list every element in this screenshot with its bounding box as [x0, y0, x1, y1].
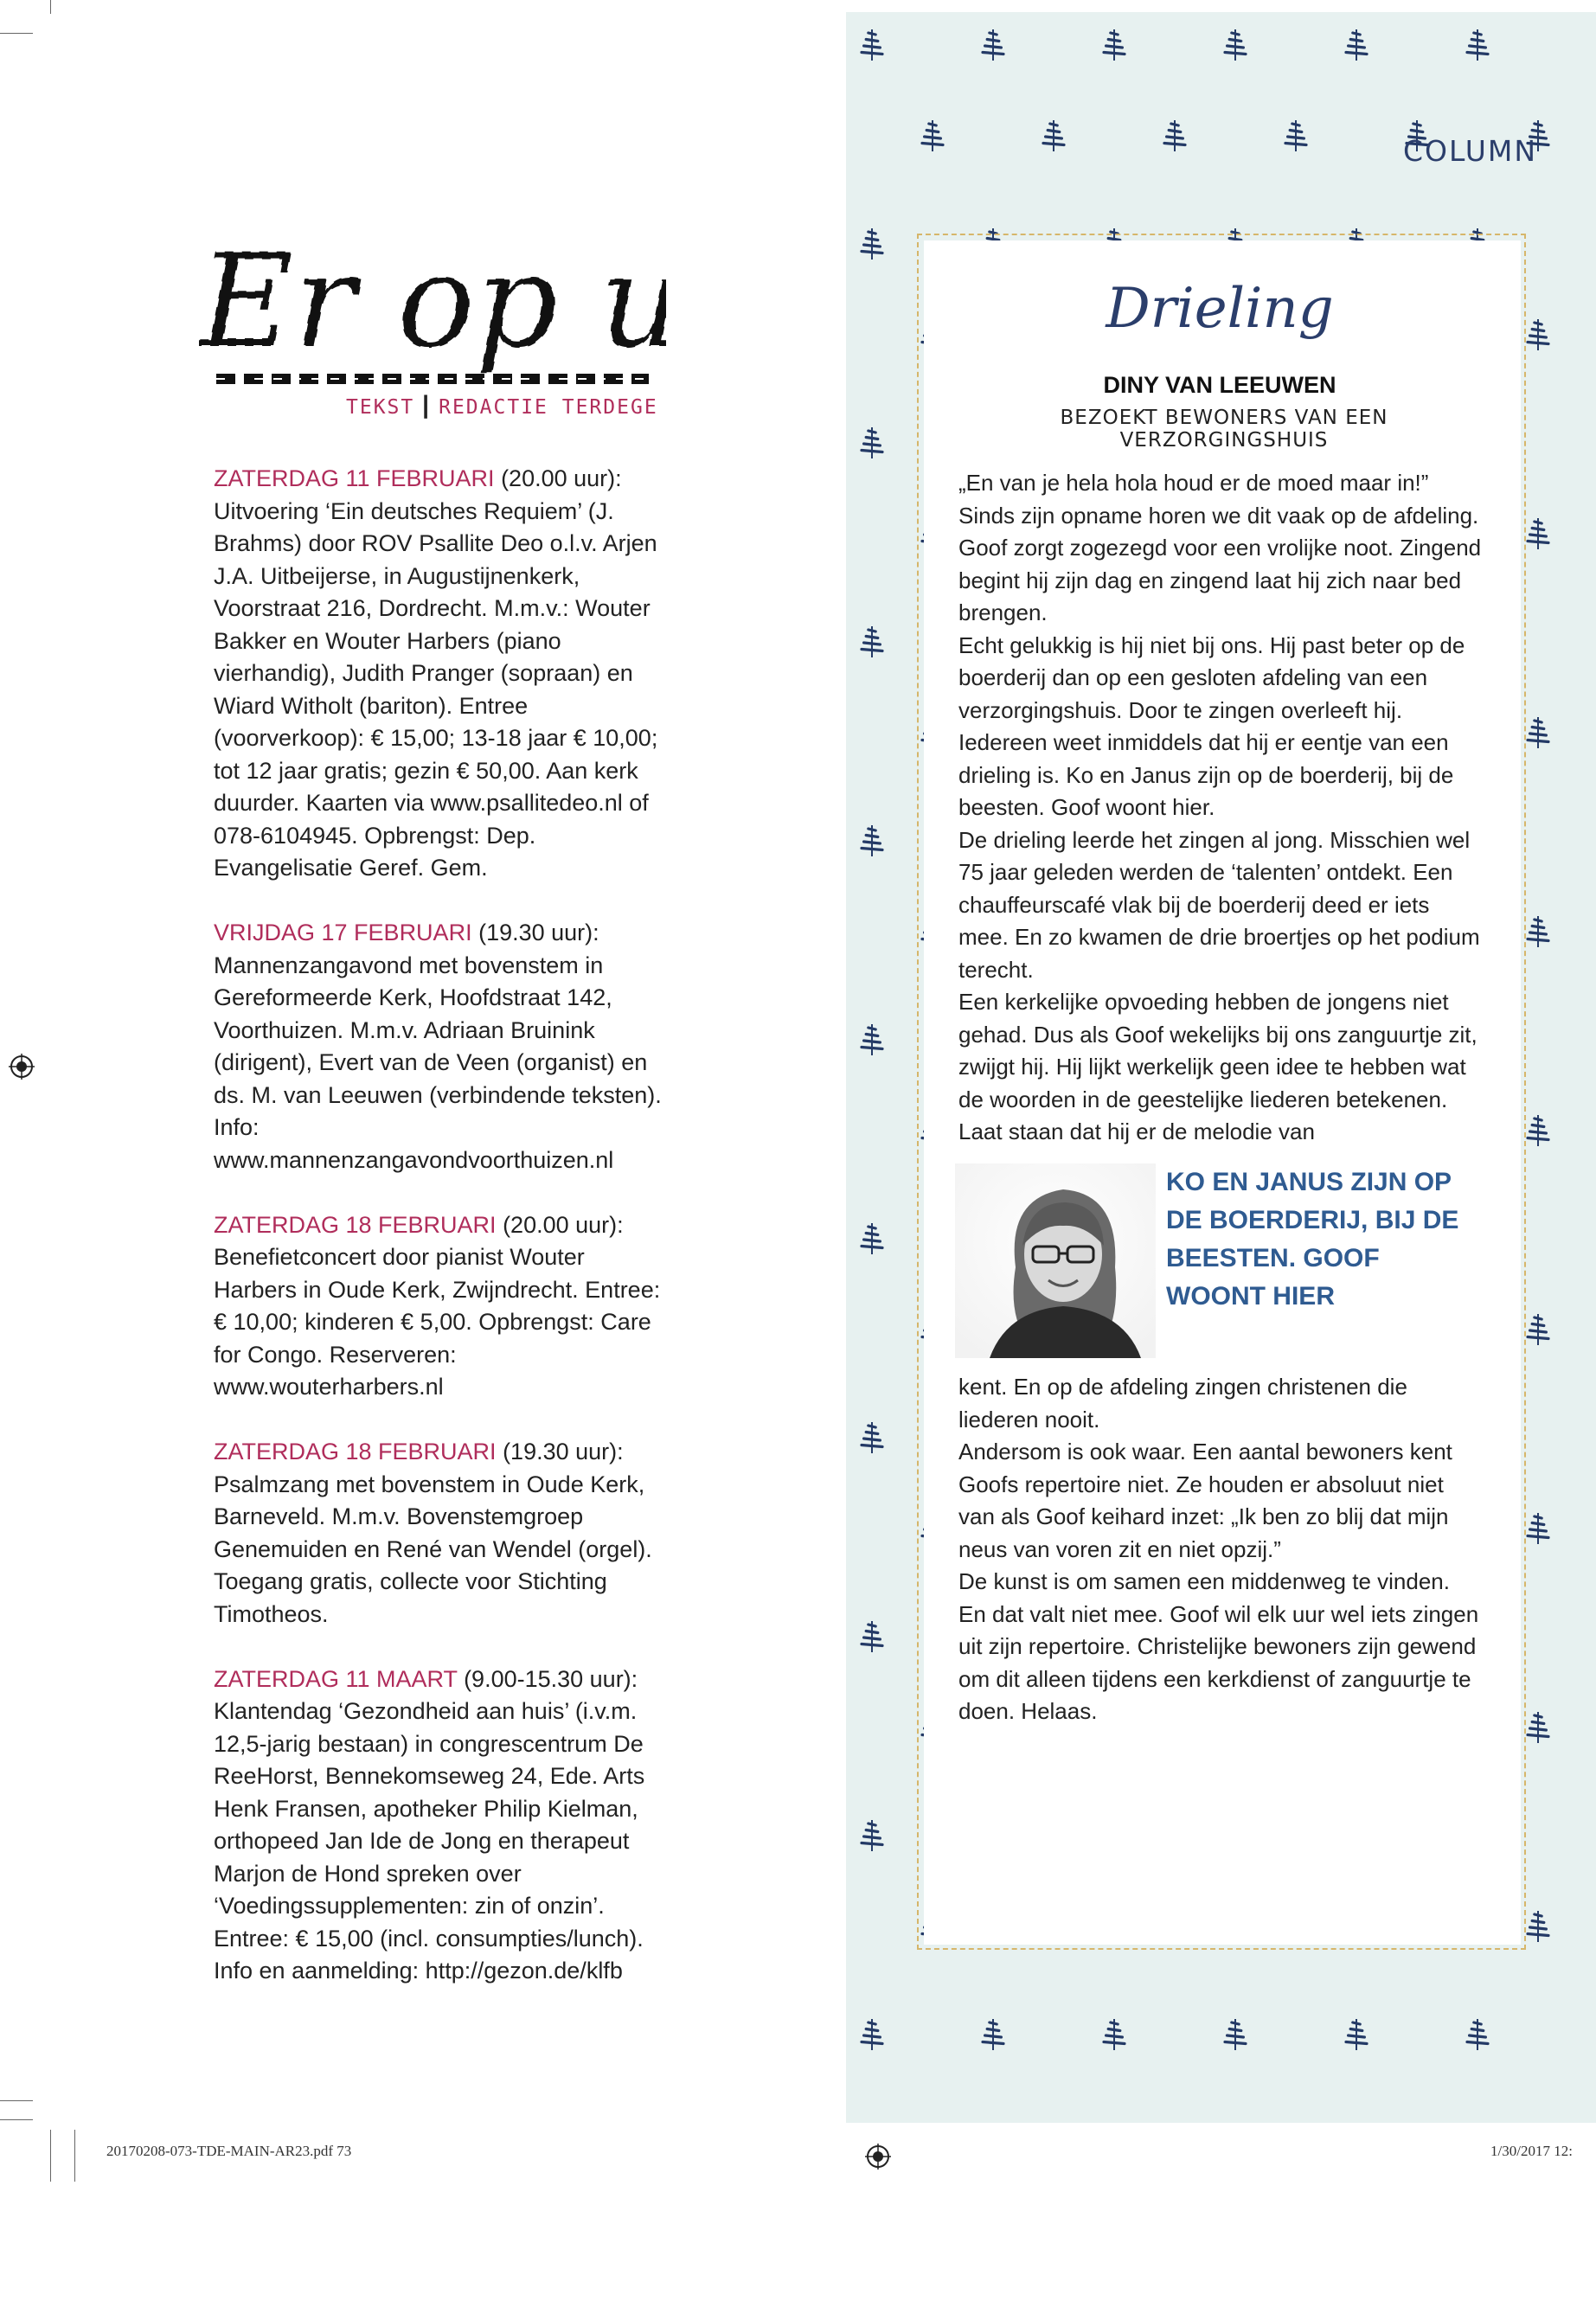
pine-tree-icon — [1225, 2019, 1246, 2050]
pine-tree-icon — [1528, 1513, 1548, 1544]
pine-tree-icon — [1528, 1314, 1548, 1345]
pine-tree-icon — [862, 1422, 882, 1453]
column-paragraph: De drieling leerde het zingen al jong. Misschien wel 75 jaar geleden werden de ‘talenten’ ontdekt. Een chauffeurscafé vlak bij de boerderij deed er iets mee. En zo kwamen de drie broertjes op het podium terecht. — [958, 826, 1480, 983]
registration-mark-icon — [865, 2144, 891, 2170]
svg-text:Er op uit: Er op — [199, 227, 559, 377]
column-paragraph: Echt gelukkig is hij niet bij ons. Hij past beter op de boerderij dan op een gesloten afdeling van een verzorgingshuis. Door te zingen overleeft hij. Iedereen weet inmiddels dat hij er eentje van een drieling is. Ko en Janus zijn op de boerderij, bij de beesten. Goof woont hier. — [958, 631, 1465, 820]
pine-tree-icon — [862, 1024, 882, 1055]
print-slug-datetime: 1/30/2017 12: — [1490, 2143, 1573, 2159]
crop-mark — [0, 33, 33, 34]
agenda-date: ZATERDAG 18 FEBRUARI — [214, 1439, 497, 1465]
pine-tree-icon — [1104, 2019, 1125, 2050]
column-paragraph: Een kerkelijke opvoeding hebben de jongens niet gehad. Dus als Goof wekelijks bij ons zanguurtje zit, zwijgt hij. Hij lijkt werkelijk geen idee te hebben wat de woorden in de geestelijke liederen betekenen. Laat staan dat hij er de melodie van — [958, 989, 1477, 1144]
pine-tree-icon — [1285, 120, 1306, 151]
column-author-subtitle: BEZOEKT BEWONERS VAN EEN VERZORGINGSHUIS — [1060, 407, 1388, 452]
pine-tree-icon — [862, 427, 882, 458]
crop-mark — [0, 2119, 33, 2120]
pine-tree-icon — [1528, 518, 1548, 549]
pull-quote: KO EN JANUS ZIJN OP DE BOERDERIJ, BIJ DE BEESTEN. GOOF WOONT HIER — [1166, 1168, 1459, 1311]
agenda-text: (19.30 uur): Psalmzang met bovenstem in Oude Kerk, Barneveld. M.m.v. Bovenstemgroep Genemuiden en René van Wendel (orgel). Toegang gratis, collecte voor Stichting Timotheos. — [214, 1439, 652, 1627]
pine-tree-icon — [1528, 717, 1548, 748]
crop-mark — [74, 2130, 75, 2182]
agenda-date: VRIJDAG 17 FEBRUARI — [214, 920, 472, 945]
column-paragraph: Andersom is ook waar. Een aantal bewoners kent Goofs repertoire niet. Ze houden er absoluut niet van als Goof keihard inzet: „Ik ben zo blij dat mijn neus van voren zit en niet opzij.” — [958, 1439, 1452, 1562]
pine-tree-icon — [862, 228, 882, 260]
column-author: DINY VAN LEEUWEN — [1103, 372, 1336, 398]
crop-mark — [0, 2100, 33, 2101]
column-body — [958, 467, 1482, 1149]
pine-tree-icon — [862, 2019, 882, 2050]
agenda-date: ZATERDAG 11 FEBRUARI — [214, 465, 495, 491]
pine-tree-icon — [983, 29, 1003, 61]
agenda-item — [214, 1209, 663, 1404]
crop-mark — [50, 2130, 51, 2182]
pine-tree-icon — [1164, 120, 1185, 151]
agenda-item — [214, 463, 663, 885]
pine-tree-icon — [862, 1223, 882, 1254]
agenda-date: ZATERDAG 18 FEBRUARI — [214, 1211, 497, 1238]
author-portrait — [955, 1163, 1156, 1358]
pine-tree-icon — [1528, 1911, 1548, 1942]
column-title: Drieling — [1106, 277, 1334, 341]
agenda-text: (19.30 uur): Mannenzangavond met bovenstem in Gereformeerde Kerk, Hoofdstraat 142, Voorthuizen. M.m.v. Adriaan Bruinink (dirigent), Evert van de Veen (organist) en ds. M. van Leeuwen (verbindende teksten). Info: www.mannenzangavondvoorthuizen.nl — [214, 920, 662, 1173]
agenda-date: ZATERDAG 11 MAART — [214, 1665, 458, 1692]
section-title — [199, 216, 666, 407]
pine-tree-icon — [1528, 1712, 1548, 1743]
pine-tree-icon — [862, 1820, 882, 1851]
pine-tree-icon — [862, 825, 882, 856]
pine-tree-icon — [922, 120, 943, 151]
column-paragraph: „En van je hela hola houd er de moed maar in!” Sinds zijn opname horen we dit vaak op de afdeling. Goof zorgt zogezegd voor een vrolijke noot. Zingend begint hij zijn dag en zingend laat hij zich naar bed brengen. — [958, 470, 1482, 625]
agenda-item — [214, 1663, 663, 1988]
agenda-text: (20.00 uur): Benefietconcert door pianist Wouter Harbers in Oude Kerk, Zwijndrecht. Entree: € 10,00; kinderen € 5,00. Opbrengst: Care for Congo. Reserveren: www.wouterharbers.nl — [214, 1211, 661, 1400]
byline-separator: ┃ — [420, 396, 434, 419]
column-paragraph: De kunst is om samen een middenweg te vinden. En dat valt niet mee. Goof wil elk uur wel iets zingen uit zijn repertoire. Christelijke bewoners zijn gewend om dit alleen tijdens een kerkdienst of zanguurtje te doen. Helaas. — [958, 1568, 1479, 1724]
agenda-item — [214, 1436, 663, 1631]
road-lettering-logo — [199, 216, 666, 407]
registration-mark-icon — [9, 1054, 35, 1080]
pine-tree-icon — [1528, 916, 1548, 947]
pine-tree-icon — [862, 29, 882, 61]
pine-tree-icon — [1467, 2019, 1488, 2050]
byline-author: REDACTIE TERDEGE — [439, 396, 658, 419]
column-body-continued — [958, 1371, 1482, 1728]
agenda-text: (20.00 uur): Uitvoering ‘Ein deutsches Requiem’ (J. Brahms) door ROV Psallite Deo o.l.v. Arjen J.A. Uitbeijerse, in Augustijnenkerk, Voorstraat 216, Dordrecht. M.m.v.: Wouter Bakker en Wouter Harbers (piano vierhandig), Judith Pranger (sopraan) en Wiard Witholt (bariton). Entree (voorverkoop): € 15,00; 13-18 jaar € 10,00; tot 12 jaar gratis; gezin € 50,00. Aan kerk duurder. Kaarten via www.psallitedeo.nl of 078-6104945. Opbrengst: Dep. Evangelisatie Geref. Gem. — [214, 465, 658, 881]
pine-tree-icon — [1104, 29, 1125, 61]
byline — [346, 396, 658, 419]
agenda-text: (9.00-15.30 uur): Klantendag ‘Gezondheid aan huis’ (i.v.m. 12,5-jarig bestaan) in congrescentrum De ReeHorst, Bennekomseweg 24, Ede. Arts Henk Fransen, apotheker Philip Kielman, orthopeed Jan Ide de Jong en therapeut Marjon de Hond spreken over ‘Voedingssupplementen: zin of onzin’. Entree: € 15,00 (incl. consumpties/lunch). Info en aanmelding: http://gezon.de/klfb — [214, 1665, 645, 1984]
pine-tree-icon — [1346, 29, 1367, 61]
pine-tree-icon — [1528, 1115, 1548, 1146]
pine-tree-icon — [983, 2019, 1003, 2050]
agenda-item — [214, 917, 663, 1176]
svg-text:Er op uit: Er op — [199, 227, 559, 377]
agenda-list — [214, 463, 663, 2020]
byline-label: TEKST — [346, 396, 415, 419]
column-label: COLUMN — [1403, 134, 1538, 168]
pine-tree-icon — [1346, 2019, 1367, 2050]
column-paragraph: kent. En op de afdeling zingen christenen die liederen nooit. — [958, 1374, 1407, 1433]
pine-tree-icon — [862, 626, 882, 657]
pine-tree-icon — [1528, 319, 1548, 350]
pine-tree-icon — [1467, 29, 1488, 61]
pine-tree-icon — [1043, 120, 1064, 151]
pine-tree-icon — [862, 1621, 882, 1652]
crop-mark — [50, 0, 51, 14]
pine-tree-icon — [1225, 29, 1246, 61]
print-slug-filename: 20170208-073-TDE-MAIN-AR23.pdf 73 — [106, 2143, 352, 2159]
